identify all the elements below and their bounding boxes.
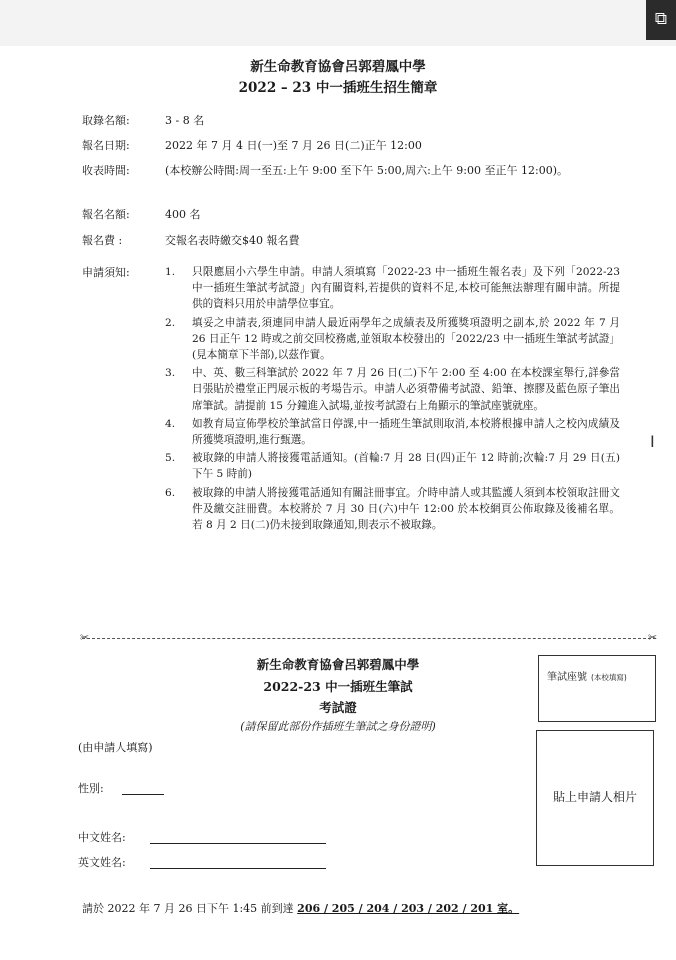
note-text: 只限應屆小六學生申請。申請人須填寫「2022-23 中一插班生報名表」及下列「2022-23 中一插班生筆試考試證」內有關資料,若提供的資料不足,本校可能無法辦理有關申請。所提供的資料只用於申請學位事宜。	[192, 266, 620, 311]
scissors-icon: ✂	[80, 631, 90, 644]
text-cursor-icon: I	[650, 432, 655, 451]
photo-label: 貼上申請人相片	[552, 790, 637, 804]
submission-time-value: (本校辦公時間:周一至五:上午 9:00 至下午 5:00,周六:上午 9:00 至正午 12:00)。	[165, 164, 568, 177]
chinese-name-label: 中文姓名:	[78, 831, 126, 844]
seat-note: (本校填寫)	[591, 673, 627, 682]
slip-title: 2022-23 中一插班生筆試	[263, 679, 413, 694]
slip-school-name: 新生命教育協會呂郭碧鳳中學	[256, 657, 420, 672]
application-quota-value: 400 名	[165, 208, 201, 221]
photo-box	[536, 730, 654, 866]
english-name-label: 英文姓名:	[78, 856, 126, 869]
gender-field[interactable]	[122, 794, 164, 795]
note-text: 中、英、數三科筆試於 2022 年 7 月 26 日(二)下午 2:00 至 4:00 在本校課室舉行,詳參當日張貼於禮堂正門展示板的考場告示。申請人必須帶備考試證、鉛筆、擦膠及藍色原子筆出席筆試。請提前 15 分鐘進入試場,並按考試證右上角顯示的筆試座號就座。	[192, 367, 620, 412]
seat-label: 筆試座號	[547, 672, 587, 683]
note-text: 填妥之申請表,須連同申請人最近兩學年之成績表及所獲獎項證明之副本,於 2022 年 7 月 26 日正午 12 時或之前交回校務處,並領取本校發出的「2022/23 中一插班生筆試考試證」(見本簡章下半部),以茲作實。	[192, 316, 620, 362]
footer-instruction	[82, 900, 519, 916]
list-item: 4. 如教育局宣佈學校於筆試當日停課,中一插班生筆試則取消,本校將根據申請人之校內成績及所獲獎項證明,進行甄選。	[165, 416, 620, 448]
cut-line	[82, 638, 656, 639]
note-text: 如教育局宣佈學校於筆試當日停課,中一插班生筆試則取消,本校將根據申請人之校內成績及所獲獎項證明,進行甄選。	[192, 417, 620, 447]
gender-label: 性別:	[78, 782, 104, 795]
footer-text: 請於 2022 年 7 月 26 日下午 1:45 前到達	[82, 902, 294, 915]
quota-label: 取錄名額:	[82, 114, 130, 127]
open-in-new-icon[interactable]: ⧉	[646, 0, 676, 40]
fill-by-label: (由申請人填寫)	[78, 741, 153, 754]
list-item: 1. 只限應屆小六學生申請。申請人須填寫「2022-23 中一插班生報名表」及下列「2022-23 中一插班生筆試考試證」內有關資料,若提供的資料不足,本校可能無法辦理有關申請。所提供的資料只用於申請學位事宜。	[165, 264, 620, 313]
list-item: 2. 填妥之申請表,須連同申請人最近兩學年之成績表及所獲獎項證明之副本,於 2022 年 7 月 26 日正午 12 時或之前交回校務處,並領取本校發出的「2022/23 中一插班生筆試考試證」(見本簡章下半部),以茲作實。	[165, 315, 620, 364]
notes-list	[165, 264, 620, 535]
fee-value: 交報名表時繳交$40 報名費	[165, 234, 300, 247]
room-list: 206 / 205 / 204 / 203 / 202 / 201 室。	[297, 902, 520, 915]
list-item: 5. 被取錄的申請人將接獲電話通知。(首輪:7 月 28 日(四)正午 12 時前;次輪:7 月 29 日(五)下午 5 時前)	[165, 450, 620, 482]
application-date-label: 報名日期:	[82, 139, 130, 152]
list-item: 6. 被取錄的申請人將接獲電話通知有關註冊事宜。介時申請人或其監護人須到本校領取註冊文件及繳交註冊費。本校將於 7 月 30 日(六)中午 12:00 於本校網頁公佈取錄及後補名單。若 8 月 2 日(二)仍未接到取錄通知,則表示不被取錄。	[165, 485, 620, 534]
chinese-name-field[interactable]	[150, 843, 326, 844]
slip-subtitle: 考試證	[319, 700, 357, 715]
application-quota-label: 報名名額:	[82, 208, 130, 221]
fee-label: 報名費 :	[82, 234, 123, 247]
list-item: 3. 中、英、數三科筆試於 2022 年 7 月 26 日(二)下午 2:00 至 4:00 在本校課室舉行,詳參當日張貼於禮堂正門展示板的考場告示。申請人必須帶備考試證、鉛筆、擦膠及藍色原子筆出席筆試。請提前 15 分鐘進入試場,並按考試證右上角顯示的筆試座號就座。	[165, 365, 620, 414]
submission-time-label: 收表時間:	[82, 164, 130, 177]
slip-note: (請保留此部份作插班生筆試之身份證明)	[240, 720, 436, 733]
page-title: 2022 – 23 中一插班生招生簡章	[238, 80, 438, 96]
notes-label: 申請須知:	[82, 266, 130, 279]
school-name: 新生命教育協會呂郭碧鳳中學	[250, 59, 426, 75]
scissors-icon: ✂	[648, 631, 658, 644]
note-text: 被取錄的申請人將接獲電話通知有關註冊事宜。介時申請人或其監護人須到本校領取註冊文件及繳交註冊費。本校將於 7 月 30 日(六)中午 12:00 於本校網頁公佈取錄及後補名單。若 8 月 2 日(二)仍未接到取錄通知,則表示不被取錄。	[192, 486, 620, 532]
application-date-value: 2022 年 7 月 4 日(一)至 7 月 26 日(二)正午 12:00	[165, 139, 422, 152]
quota-value: 3 - 8 名	[165, 114, 205, 127]
english-name-field[interactable]	[150, 868, 326, 869]
seat-number-box	[538, 655, 656, 722]
note-text: 被取錄的申請人將接獲電話通知。(首輪:7 月 28 日(四)正午 12 時前;次輪:7 月 29 日(五)下午 5 時前)	[192, 452, 620, 481]
